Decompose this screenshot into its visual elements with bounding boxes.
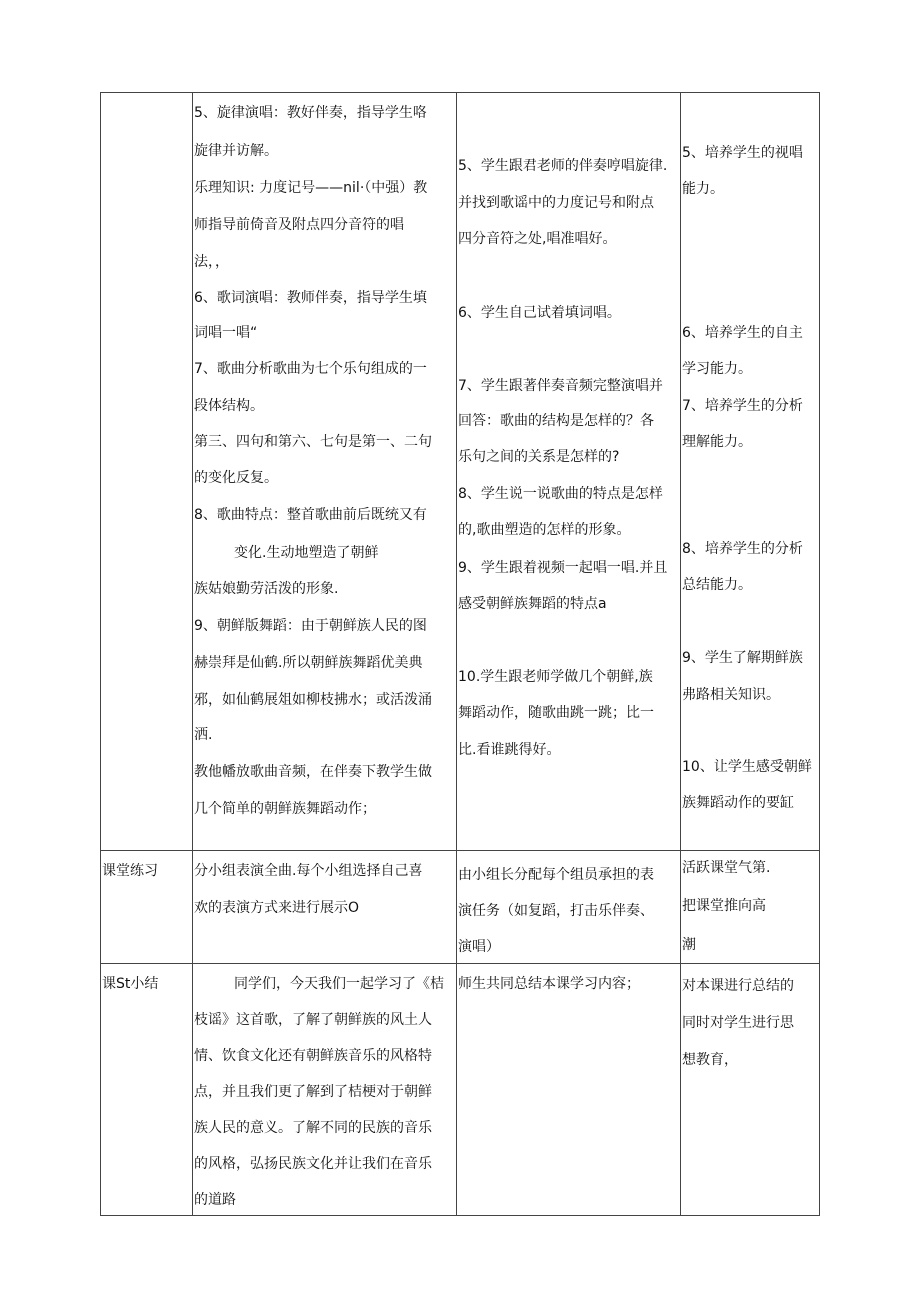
teacher-line: 9、朝鲜版舞蹈：由于朝鲜族人民的图 xyxy=(194,618,427,634)
summary-purpose-line: 对本课进行总结的 xyxy=(682,978,794,994)
practice-student-line: 演任务（如复蹈，打击乐伴奏、 xyxy=(458,903,654,919)
summary-teacher-line: 枝谣》这首歌，了解了朝鲜族的风土人 xyxy=(194,1012,432,1028)
summary-teacher-line: 的风格，弘扬民族文化并让我们在音乐 xyxy=(194,1156,432,1172)
purpose-line: 总结能力。 xyxy=(682,577,752,593)
student-line: 感受朝鲜族舞蹈的特点a xyxy=(458,596,607,612)
summary-teacher-line: 的道路 xyxy=(194,1192,236,1208)
practice-purpose-line: 潮 xyxy=(682,937,696,953)
summary-teacher-line: 同学们，今天我们一起学习了《桔 xyxy=(234,976,444,992)
teacher-line: 旋律并访解。 xyxy=(194,143,278,159)
teacher-line: 第三、四句和第六、七句是第一、二句 xyxy=(194,434,432,450)
teacher-line: 的变化反复。 xyxy=(194,470,278,486)
summary-teacher-line: 族人民的意义。了解不同的民族的音乐 xyxy=(194,1120,432,1136)
student-line: 的,歌曲塑造的怎样的形象。 xyxy=(458,522,631,538)
teacher-line: 变化.生动地塑造了朝鲜 xyxy=(234,545,379,561)
purpose-line: 9、学生了解期鲜族 xyxy=(682,650,803,666)
student-line: 比.看谁跳得好。 xyxy=(458,742,561,758)
table-border-left xyxy=(100,92,101,1216)
summary-purpose-line: 想教育， xyxy=(682,1052,738,1068)
teacher-line: 邪，如仙鹤展俎如柳枝拂水；或活泼涌 xyxy=(194,692,432,708)
student-line: 6、学生自己试着填词唱。 xyxy=(458,305,621,321)
purpose-line: 能力。 xyxy=(682,181,724,197)
purpose-line: 学习能力。 xyxy=(682,361,752,377)
summary-teacher-line: 情、饮食文化还有朝鲜族音乐的风格特 xyxy=(194,1048,432,1064)
teacher-line: 8、歌曲特点：整首歌曲前后既统又有 xyxy=(194,507,427,523)
column-divider-3 xyxy=(680,92,681,1216)
purpose-line: 7、培养学生的分析 xyxy=(682,398,803,414)
purpose-line: 弗路相关知识。 xyxy=(682,687,780,703)
row-divider-2 xyxy=(100,963,820,964)
practice-student-line: 由小组长分配每个组员承担的表 xyxy=(458,867,654,883)
teacher-line: 乐理知识: 力度记号——nil·（中强）教 xyxy=(194,180,428,196)
row-divider-1 xyxy=(100,850,820,851)
teacher-line: 几个简单的朝鲜族舞蹈动作； xyxy=(194,801,376,817)
student-line: 并找到歌谣中的力度记号和附点 xyxy=(458,195,654,211)
student-line: 乐句之间的关系是怎样的? xyxy=(458,449,620,465)
purpose-line: 理解能力。 xyxy=(682,434,752,450)
teacher-line: 法，， xyxy=(194,254,229,270)
teacher-line: 段体结构。 xyxy=(194,398,264,414)
summary-label: 课St小结 xyxy=(102,976,159,992)
practice-purpose-line: 活跃课堂气第. xyxy=(682,860,771,876)
practice-teacher-line: 分小组表演全曲.每个小组选择自己喜 xyxy=(194,863,423,879)
summary-student-line: 师生共同总结本课学习内容； xyxy=(458,976,640,992)
table-border-top xyxy=(100,92,820,93)
teacher-line: 洒. xyxy=(194,727,213,743)
teacher-line: 5、旋律演唱：教好伴奏，指导学生咯 xyxy=(194,105,427,121)
purpose-line: 族舞蹈动作的要缸 xyxy=(682,795,794,811)
practice-label: 课堂练习 xyxy=(102,863,158,879)
teacher-line: 赫崇拜是仙鹤.所以朝鲜族舞蹈优美典 xyxy=(194,655,423,671)
practice-purpose-line: 把课堂推向高 xyxy=(682,898,766,914)
purpose-line: 8、培养学生的分析 xyxy=(682,541,803,557)
student-line: 10.学生跟老师学做几个朝鲜,族 xyxy=(458,669,653,685)
student-line: 舞蹈动作，随歌曲跳一跳；比一 xyxy=(458,705,654,721)
column-divider-2 xyxy=(456,92,457,1216)
student-line: 回答：歌曲的结构是怎样的？各 xyxy=(458,413,654,429)
student-line: 8、学生说一说歌曲的特点是怎样 xyxy=(458,486,663,502)
table-border-right xyxy=(819,92,820,1216)
student-line: 7、学生跟著伴奏音频完整演唱并 xyxy=(458,378,663,394)
column-divider-1 xyxy=(192,92,193,1216)
student-line: 9、学生跟着视频一起唱一唱.并且 xyxy=(458,560,668,576)
teacher-line: 族姑娘勤劳活泼的形象. xyxy=(194,581,339,597)
summary-purpose-line: 同时对学生进行思 xyxy=(682,1015,794,1031)
teacher-line: 教他幡放歌曲音频，在伴奏下教学生做 xyxy=(194,764,432,780)
student-line: 5、学生跟君老师的伴奏哼唱旋律. xyxy=(458,158,668,174)
student-line: 四分音符之处,唱准唱好。 xyxy=(458,231,617,247)
purpose-line: 6、培养学生的自主 xyxy=(682,325,803,341)
practice-student-line: 演唱） xyxy=(458,939,500,955)
practice-teacher-line: 欢的表演方式来进行展示O xyxy=(194,900,360,916)
teacher-line: 7、歌曲分析歌曲为七个乐句组成的一 xyxy=(194,361,427,377)
purpose-line: 5、培养学生的视唱 xyxy=(682,145,803,161)
summary-teacher-line: 点，并且我们更了解到了桔梗对于朝鲜 xyxy=(194,1084,432,1100)
teacher-line: 词唱一唱“ xyxy=(194,325,258,341)
table-border-bottom xyxy=(100,1215,820,1216)
purpose-line: 10、让学生感受朝鲜 xyxy=(682,759,812,775)
teacher-line: 6、歌词演唱：教师伴奏，指导学生填 xyxy=(194,290,427,306)
teacher-line: 师指导前倚音及附点四分音符的唱 xyxy=(194,217,404,233)
